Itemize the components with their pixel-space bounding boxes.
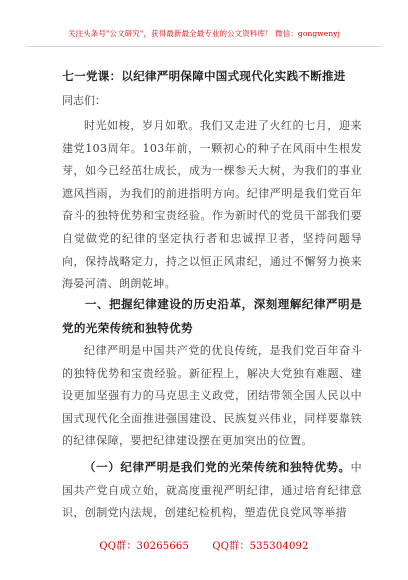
greeting: 同志们： [62, 94, 106, 107]
paragraph-1: 时光如梭，岁月如歌。我们又走进了火红的七月，迎来建党103周年。103年前，一颗初心的种子在风雨中生根发芽，如今已经茁壮成长，成为一棵参天大树，为我们的事业遮风挡雨，为我们的前进指明方向。纪律严明是我们党百年奋斗的独特优势和宝贵经验。作为新时代的党员干部我们要自觉做党的纪律的坚定执行者和忠诚捍卫者，坚持问题导向，保持战略定力，持之以恒正风肃纪，通过不懈努力换来海晏河清、朗朗乾坤。 [62, 119, 362, 291]
paragraph-3-body: 中国共产党自成立始，就高度重视严明纪律，通过培育纪律意识，创制党内法规，创建纪检机构，塑造优良党风等举措 [62, 461, 362, 520]
subheading-1: （一）纪律严明是我们党的光荣传统和独特优势。 [84, 460, 351, 474]
header-banner: 关注头条号"公文研究"，获得最新最全最专业的公文资料库！ 微信：gongwenyj [67, 29, 341, 38]
footer-qq-group-1: QQ群：30265665 [99, 541, 190, 552]
header-divider [26, 46, 382, 47]
document-title: 七一党课：以纪律严明保障中国式现代化实践不断推进 [62, 69, 346, 83]
paragraph-3 [62, 456, 362, 525]
footer [0, 537, 408, 552]
footer-qq-group-2: QQ群：535304092 [212, 541, 309, 552]
section-heading-1: 一、把握纪律建设的历史沿革，深刻理解纪律严明是党的光荣传统和独特优势 [62, 297, 362, 335]
paragraph-2: 纪律严明是中国共产党的优良传统，是我们党百年奋斗的独特优势和宝贵经验。新征程上，解决大党独有难题、建设更加坚强有力的马克思主义政党，团结带领全国人民以中国式现代化全面推进强国建设、民族复兴伟业，同样要靠铁的纪律保障，要把纪律建设摆在更加突出的位置。 [62, 344, 362, 448]
